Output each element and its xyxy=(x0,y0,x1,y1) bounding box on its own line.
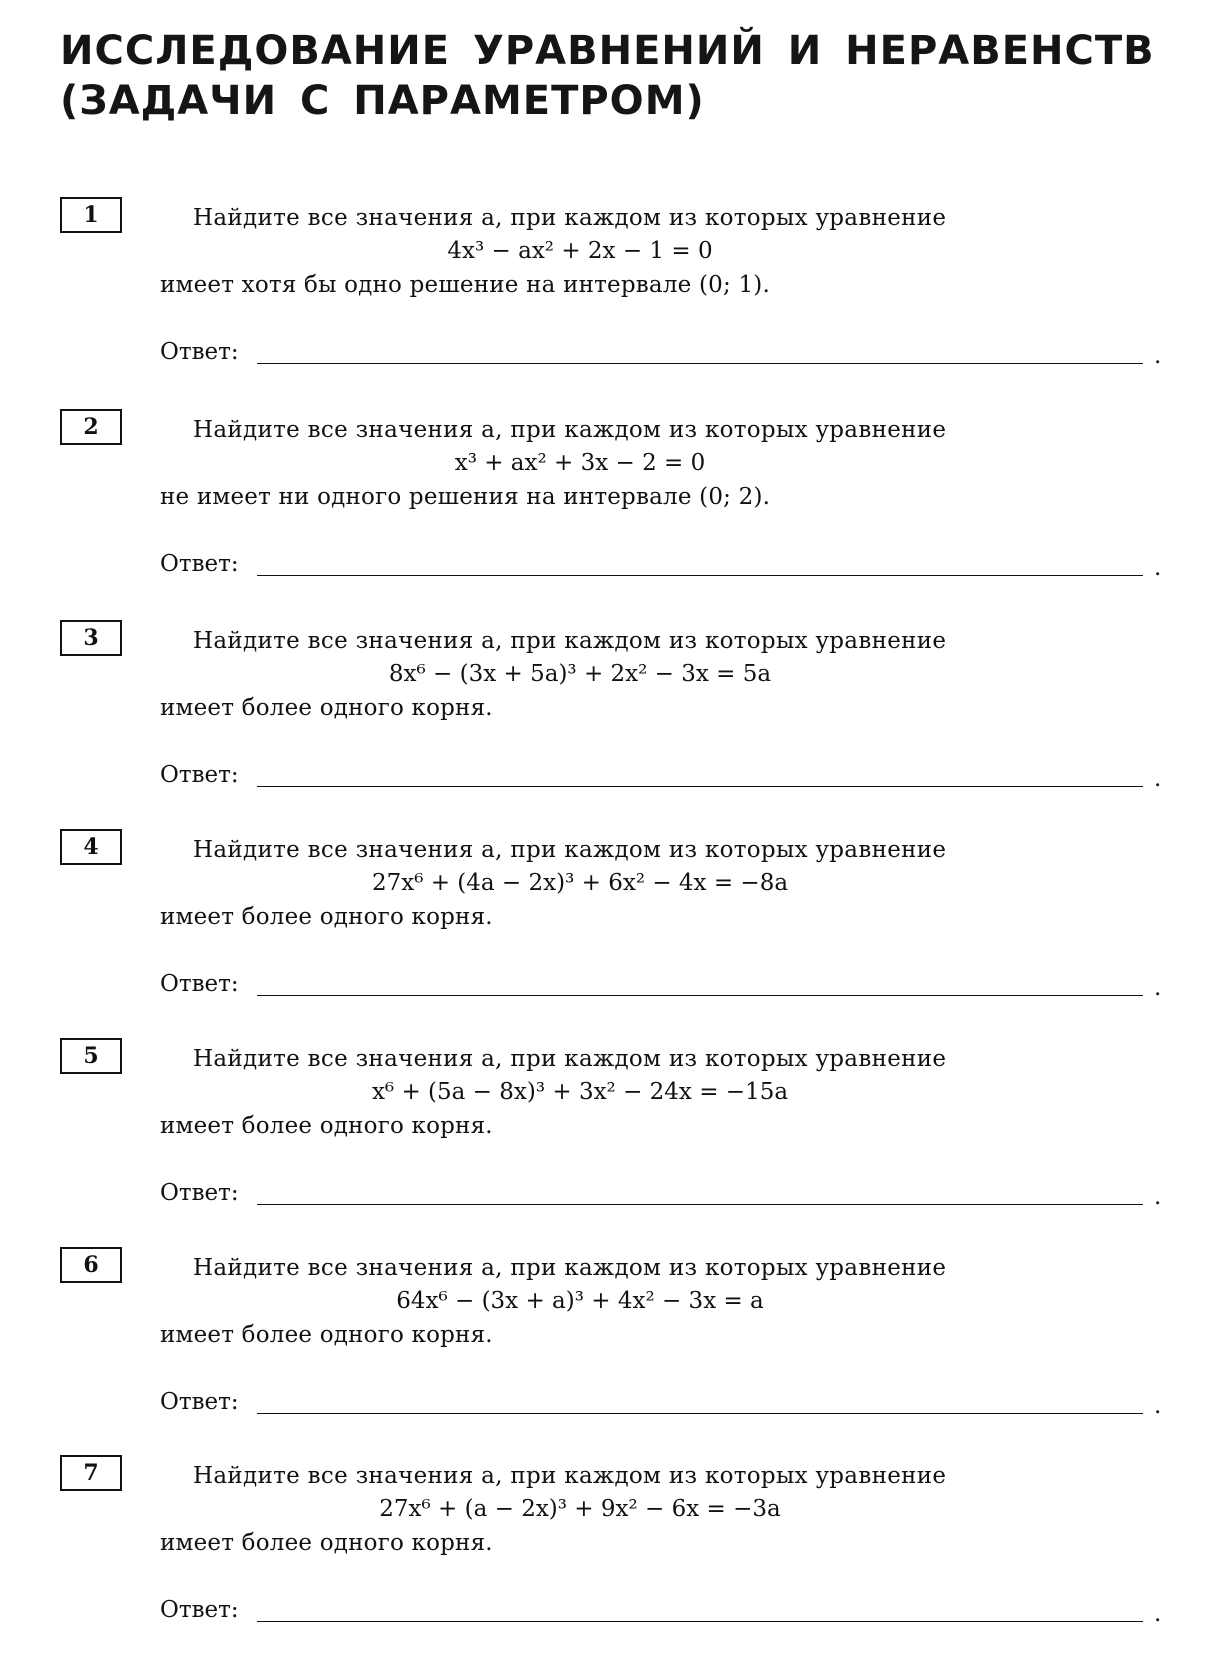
problem-equation: 27x⁶ + (4a − 2x)³ + 6x² − 4x = −8a xyxy=(371,870,789,896)
answer-field[interactable] xyxy=(257,1204,1143,1205)
problem-prompt: Найдите все значения a, при каждом из которых уравнение xyxy=(193,1463,947,1489)
problem-5 xyxy=(0,1038,1216,1238)
answer-label: Ответ: xyxy=(160,1389,239,1415)
problem-prompt: Найдите все значения a, при каждом из которых уравнение xyxy=(193,1255,947,1281)
problem-prompt: Найдите все значения a, при каждом из которых уравнение xyxy=(193,205,947,231)
problem-number-box: 2 xyxy=(60,409,122,445)
problem-number-box: 1 xyxy=(60,197,122,233)
answer-field[interactable] xyxy=(257,575,1143,576)
answer-label: Ответ: xyxy=(160,1597,239,1623)
problem-condition: имеет более одного корня. xyxy=(160,904,493,930)
problem-condition: имеет более одного корня. xyxy=(160,1530,493,1556)
problem-equation: x⁶ + (5a − 8x)³ + 3x² − 24x = −15a xyxy=(371,1079,789,1105)
page-title-line-1: ИССЛЕДОВАНИЕ УРАВНЕНИЙ И НЕРАВЕНСТВ xyxy=(60,28,1155,74)
answer-end-mark: . xyxy=(1154,975,1162,1001)
answer-field[interactable] xyxy=(257,1621,1143,1622)
problem-3 xyxy=(0,620,1216,820)
problem-number-box: 6 xyxy=(60,1247,122,1283)
problem-equation: x³ + ax² + 3x − 2 = 0 xyxy=(454,450,706,476)
problem-1 xyxy=(0,197,1216,397)
problem-prompt: Найдите все значения a, при каждом из которых уравнение xyxy=(193,628,947,654)
answer-end-mark: . xyxy=(1154,1393,1162,1419)
problem-number-box: 7 xyxy=(60,1455,122,1491)
problem-7 xyxy=(0,1455,1216,1655)
problem-condition: имеет более одного корня. xyxy=(160,695,493,721)
problem-equation: 64x⁶ − (3x + a)³ + 4x² − 3x = a xyxy=(396,1288,764,1314)
answer-label: Ответ: xyxy=(160,339,239,365)
problem-2 xyxy=(0,409,1216,609)
problem-prompt: Найдите все значения a, при каждом из которых уравнение xyxy=(193,837,947,863)
answer-field[interactable] xyxy=(257,1413,1143,1414)
answer-label: Ответ: xyxy=(160,762,239,788)
problem-condition: имеет более одного корня. xyxy=(160,1113,493,1139)
problem-equation: 27x⁶ + (a − 2x)³ + 9x² − 6x = −3a xyxy=(379,1496,781,1522)
problem-prompt: Найдите все значения a, при каждом из которых уравнение xyxy=(193,1046,947,1072)
problem-number-box: 4 xyxy=(60,829,122,865)
answer-label: Ответ: xyxy=(160,1180,239,1206)
problem-condition: имеет более одного корня. xyxy=(160,1322,493,1348)
problem-equation: 4x³ − ax² + 2x − 1 = 0 xyxy=(447,238,713,264)
answer-end-mark: . xyxy=(1154,1601,1162,1627)
answer-field[interactable] xyxy=(257,995,1143,996)
problem-equation: 8x⁶ − (3x + 5a)³ + 2x² − 3x = 5a xyxy=(388,661,772,687)
answer-field[interactable] xyxy=(257,786,1143,787)
answer-end-mark: . xyxy=(1154,1184,1162,1210)
problem-6 xyxy=(0,1247,1216,1447)
answer-label: Ответ: xyxy=(160,971,239,997)
problem-prompt: Найдите все значения a, при каждом из которых уравнение xyxy=(193,417,947,443)
answer-end-mark: . xyxy=(1154,343,1162,369)
problem-condition: имеет хотя бы одно решение на интервале (0; 1). xyxy=(160,272,770,298)
problem-number-box: 3 xyxy=(60,620,122,656)
answer-field[interactable] xyxy=(257,363,1143,364)
page-title xyxy=(60,26,1160,126)
problem-4 xyxy=(0,829,1216,1029)
page-title-line-2: (ЗАДАЧИ С ПАРАМЕТРОМ) xyxy=(60,78,705,124)
answer-end-mark: . xyxy=(1154,555,1162,581)
answer-end-mark: . xyxy=(1154,766,1162,792)
problem-condition: не имеет ни одного решения на интервале (0; 2). xyxy=(160,484,771,510)
problem-number-box: 5 xyxy=(60,1038,122,1074)
answer-label: Ответ: xyxy=(160,551,239,577)
